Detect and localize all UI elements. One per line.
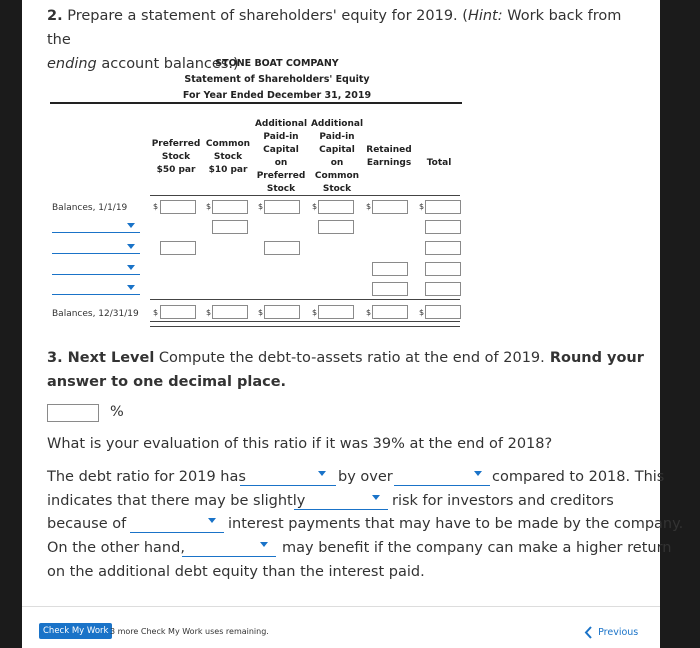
end-common-input[interactable] — [212, 305, 248, 319]
percent-unit: % — [110, 404, 124, 420]
row3-total-input[interactable] — [425, 262, 461, 276]
eval-text-8: On the other hand, — [47, 540, 185, 556]
row3-retained-input[interactable] — [372, 262, 408, 276]
dollar-sign: $ — [419, 202, 425, 211]
dollar-sign: $ — [312, 202, 318, 211]
end-retained-input[interactable] — [372, 305, 408, 319]
dropdown-arrow-icon — [208, 518, 216, 523]
row2-apic-preferred-input[interactable] — [264, 241, 300, 255]
dollar-sign: $ — [258, 202, 264, 211]
dropdown-arrow-icon — [127, 223, 135, 228]
dropdown-arrow-icon — [127, 265, 135, 270]
evaluation-question: What is your evaluation of this ratio if it was 39% at the end of 2018? — [47, 436, 553, 452]
row-label-begin: Balances, 1/1/19 — [52, 203, 128, 213]
question-2: 2. Prepare a statement of shareholders' equity for 2019. (Hint: Work back from the ending account balances.) — [47, 8, 622, 72]
previous-label: Previous — [598, 627, 639, 638]
eval-text-5: risk for investors and creditors — [392, 493, 614, 509]
col-common-header: Common Stock $10 par — [205, 139, 251, 175]
eval-text-3: compared to 2018. This — [492, 469, 665, 485]
end-apic-preferred-input[interactable] — [264, 305, 300, 319]
eval-text-6: because of — [47, 516, 127, 532]
page — [22, 0, 684, 648]
row4-retained-input[interactable] — [372, 282, 408, 296]
end-apic-common-input[interactable] — [318, 305, 354, 319]
check-remaining-text: 3 more Check My Work uses remaining. — [110, 627, 269, 636]
begin-common-input[interactable] — [212, 200, 248, 214]
dropdown-arrow-icon — [318, 471, 326, 476]
col-preferred-header: Preferred Stock $50 par — [151, 139, 201, 175]
row-label-end: Balances, 12/31/19 — [52, 309, 139, 319]
eval-text-7: interest payments that may have to be made by the company. — [228, 516, 684, 532]
col-total-header: Total — [426, 158, 452, 168]
end-preferred-input[interactable] — [160, 305, 196, 319]
dollar-sign: $ — [366, 308, 372, 317]
eval-text-1: The debt ratio for 2019 has — [47, 469, 246, 485]
dollar-sign: $ — [312, 308, 318, 317]
dollar-sign: $ — [366, 202, 372, 211]
company-name: STONE BOAT COMPANY — [215, 58, 339, 69]
dropdown-arrow-icon — [260, 542, 268, 547]
double-underline — [150, 321, 460, 327]
dropdown-arrow-icon — [372, 495, 380, 500]
debt-ratio-input[interactable] — [47, 404, 99, 422]
row1-common-input[interactable] — [212, 220, 248, 234]
dollar-sign: $ — [153, 308, 159, 317]
row2-total-input[interactable] — [425, 241, 461, 255]
dollar-sign: $ — [419, 308, 425, 317]
footer-divider — [22, 606, 660, 607]
dropdown-arrow-icon — [474, 471, 482, 476]
dropdown-arrow-icon — [127, 244, 135, 249]
dollar-sign: $ — [206, 202, 212, 211]
end-total-input[interactable] — [425, 305, 461, 319]
subtotal-rule — [150, 299, 460, 300]
row1-apic-common-input[interactable] — [318, 220, 354, 234]
eval-text-10: on the additional debt equity than the interest paid. — [47, 564, 425, 580]
col-apic-common-header: Additional Paid-in Capital on Common Stock — [310, 119, 364, 194]
dropdown-arrow-icon — [127, 285, 135, 290]
check-my-work-button[interactable]: Check My Work — [39, 623, 112, 639]
row1-total-input[interactable] — [425, 220, 461, 234]
begin-preferred-input[interactable] — [160, 200, 196, 214]
column-header-rule — [150, 195, 460, 196]
begin-apic-common-input[interactable] — [318, 200, 354, 214]
statement-title: Statement of Shareholders' Equity — [184, 74, 370, 85]
chevron-left-icon — [584, 626, 593, 639]
col-retained-header: Retained Earnings — [366, 145, 412, 168]
question-3: 3. Next Level Compute the debt-to-assets ratio at the end of 2019. Round your answer to one decimal place. — [47, 350, 644, 390]
begin-retained-input[interactable] — [372, 200, 408, 214]
begin-apic-preferred-input[interactable] — [264, 200, 300, 214]
eval-text-2: by over — [338, 469, 393, 485]
statement-period: For Year Ended December 31, 2019 — [182, 90, 372, 101]
eval-text-4: indicates that there may be slightly — [47, 493, 306, 509]
dollar-sign: $ — [153, 202, 159, 211]
dollar-sign: $ — [258, 308, 264, 317]
begin-total-input[interactable] — [425, 200, 461, 214]
row2-preferred-input[interactable] — [160, 241, 196, 255]
header-rule — [50, 102, 462, 104]
row4-total-input[interactable] — [425, 282, 461, 296]
col-apic-preferred-header: Additional Paid-in Capital on Preferred Stock — [254, 119, 308, 194]
eval-text-9: may benefit if the company can make a higher return — [282, 540, 672, 556]
dollar-sign: $ — [206, 308, 212, 317]
previous-button[interactable] — [584, 622, 638, 641]
